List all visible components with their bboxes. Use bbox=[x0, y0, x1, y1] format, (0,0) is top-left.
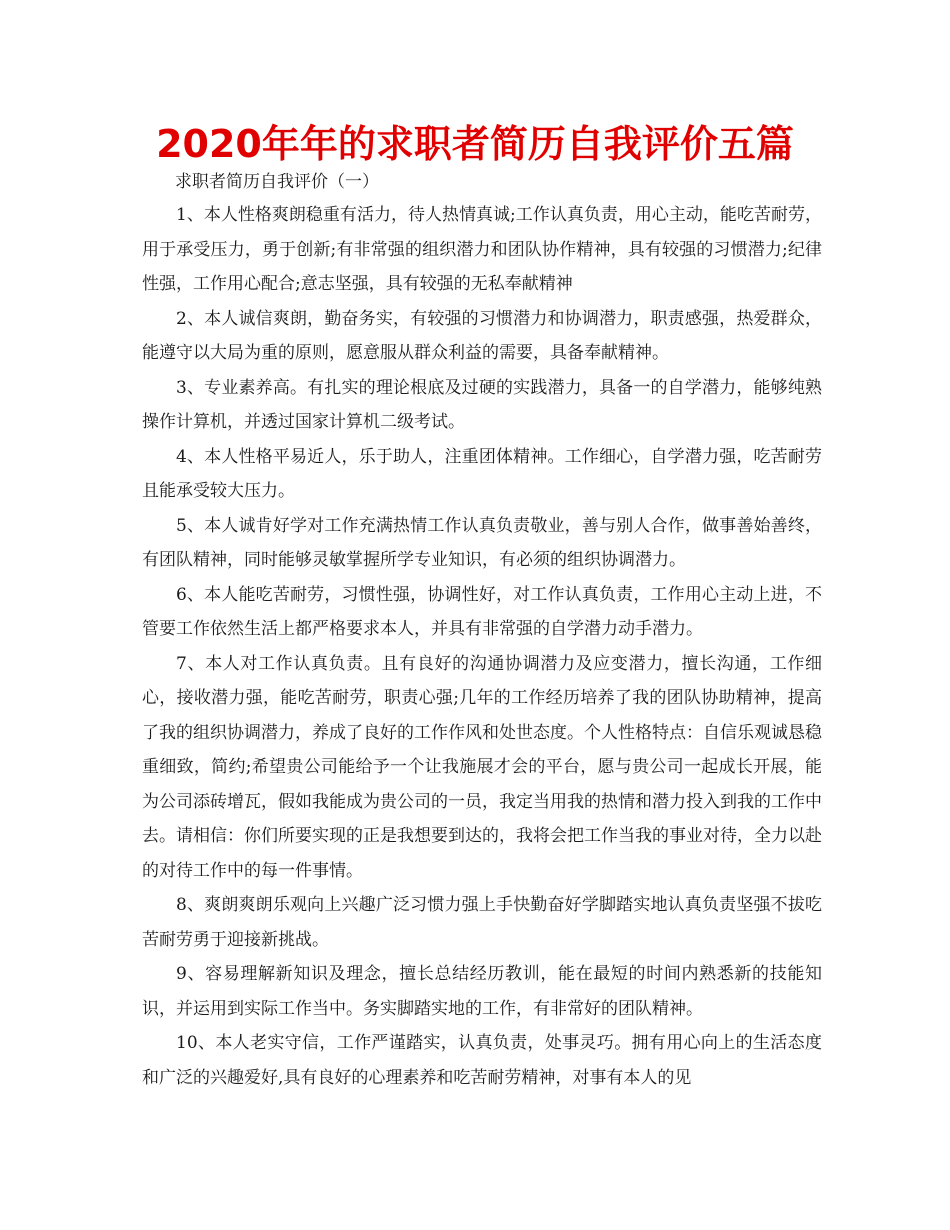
section-subtitle: 求职者简历自我评价（一） bbox=[175, 172, 379, 192]
paragraph-4: 4、本人性格平易近人，乐于助人，注重团体精神。工作细心，自学潜力强，吃苦耐劳且能承受较大压力。 bbox=[142, 446, 822, 501]
paragraph-6: 6、本人能吃苦耐劳，习惯性强，协调性好，对工作认真负责，工作用心主动上进，不管要工作依然生活上都严格要求本人，并具有非常强的自学潜力动手潜力。 bbox=[142, 584, 822, 639]
paragraph-8: 8、爽朗爽朗乐观向上兴趣广泛习惯力强上手快勤奋好学脚踏实地认真负责坚强不拔吃苦耐劳勇于迎接新挑战。 bbox=[142, 895, 822, 950]
paragraph-10: 10、本人老实守信，工作严谨踏实，认真负责，处事灵巧。拥有用心向上的生活态度和广泛的兴趣爱好,具有良好的心理素养和吃苦耐劳精神，对事有本人的见 bbox=[142, 1033, 822, 1088]
paragraph-9: 9、容易理解新知识及理念，擅长总结经历教训，能在最短的时间内熟悉新的技能知识，并运用到实际工作当中。务实脚踏实地的工作，有非常好的团队精神。 bbox=[142, 964, 822, 1019]
paragraph-7: 7、本人对工作认真负责。且有良好的沟通协调潜力及应变潜力，擅长沟通，工作细心，接收潜力强，能吃苦耐劳，职责心强;几年的工作经历培养了我的团队协助精神，提高了我的组织协调潜力，养成了良好的工作作风和处世态度。个人性格特点：自信乐观诚恳稳重细致，简约;希望贵公司能给予一个让我施展才会的平台，愿与贵公司一起成长开展，能为公司添砖增瓦，假如我能成为贵公司的一员，我定当用我的热情和潜力投入到我的工作中去。请相信：你们所要实现的正是我想要到达的，我将会把工作当我的事业对待，全力以赴的对待工作中的每一件事情。 bbox=[142, 653, 822, 881]
paragraph-3: 3、专业素养高。有扎实的理论根底及过硬的实践潜力，具备一的自学潜力，能够纯熟操作计算机，并透过国家计算机二级考试。 bbox=[142, 377, 822, 432]
document-title: 2020年年的求职者简历自我评价五篇 bbox=[156, 122, 794, 166]
paragraph-2: 2、本人诚信爽朗，勤奋务实，有较强的习惯潜力和协调潜力，职责感强，热爱群众，能遵守以大局为重的原则，愿意服从群众利益的需要，具备奉献精神。 bbox=[142, 308, 822, 363]
paragraph-5: 5、本人诚肯好学对工作充满热情工作认真负责敬业，善与别人合作，做事善始善终，有团队精神，同时能够灵敏掌握所学专业知识，有必须的组织协调潜力。 bbox=[142, 515, 822, 570]
paragraph-1: 1、本人性格爽朗稳重有活力，待人热情真诚;工作认真负责，用心主动，能吃苦耐劳，用于承受压力，勇于创新;有非常强的组织潜力和团队协作精神，具有较强的习惯潜力;纪律性强，工作用心配合;意志坚强，具有较强的无私奉献精神 bbox=[142, 205, 822, 294]
document-body bbox=[142, 198, 822, 1095]
